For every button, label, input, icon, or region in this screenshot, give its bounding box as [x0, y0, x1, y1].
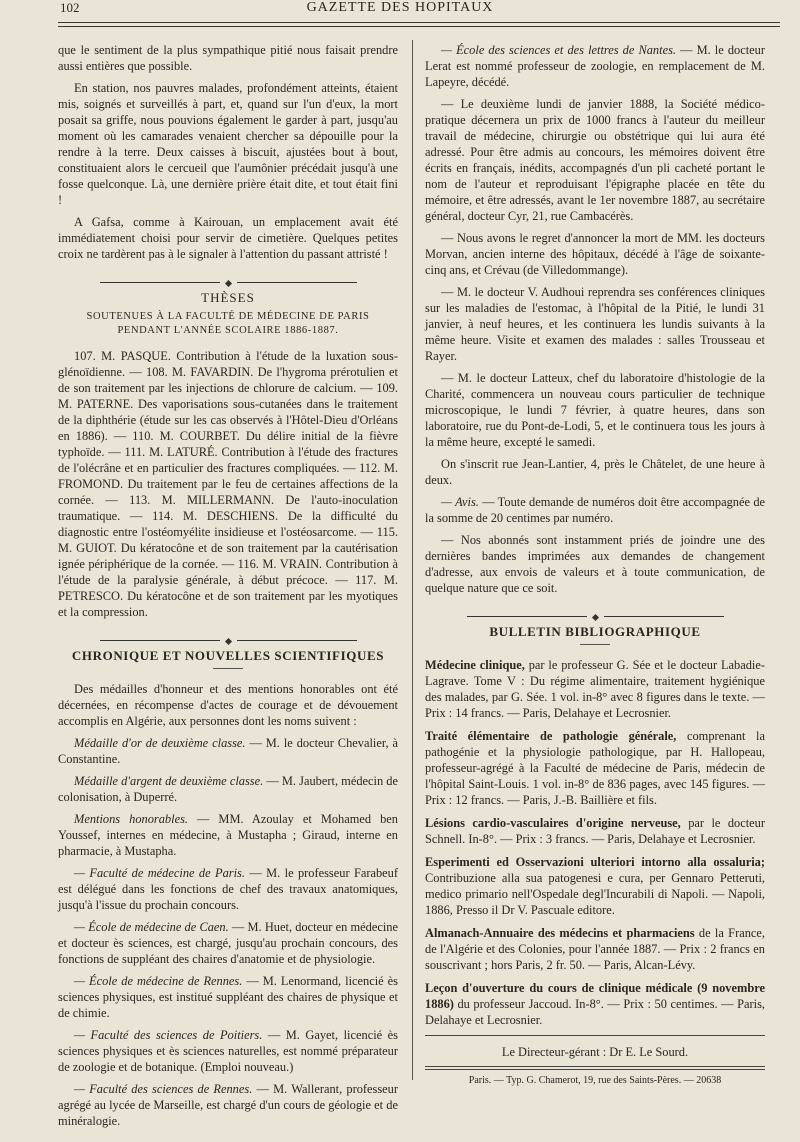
short-rule: [213, 668, 243, 669]
biblio-entry: Médecine clinique, par le professeur G. Sée et le docteur Labadie-Lagrave. Tome V : Du régime alimentaire, traitement hygiénique des malades, par G. Sée. 1 vol. in-8° avec 8 figures dans le texte. — Prix : 14 francs. — Paris, Delahaye et Lecrosnier.: [425, 658, 765, 720]
biblio-title: BULLETIN BIBLIOGRAPHIQUE: [489, 624, 701, 639]
news-paragraph: — M. le docteur Latteux, chef du laboratoire d'histologie de la Charité, commencera un nouveau cours particulier de technique microscopique, le lundi 7 février, à quatre heures, dans son laboratoire, rue du Pont-de-Lodi, 5, et le continuera tous les jours à la même heure, excepté le samedi.: [425, 371, 765, 449]
section-ornament: [58, 274, 398, 282]
news-paragraph: — Le deuxième lundi de janvier 1888, la Société médico-pratique décernera un prix de 1000 francs à l'auteur du meilleur travail de médecine, chirurgie ou obstétrique qui lui aura été adressé. Pour être admis au concours, les mémoires doivent être écrits en français, inédits, accompagnés d'un pli cacheté portant le nom de l'auteur et reproduisant l'épigraphe placée en tête du mémoire, et être adressés, avant le 1er novembre 1887, au secrétaire général, docteur Cyr, 21, rue Cambacérès.: [425, 97, 765, 223]
chronique-paragraph: — Faculté de médecine de Paris. — M. le professeur Farabeuf est délégué dans les fonctions de chef des travaux anatomiques, jusqu'à l'issue du prochain concours.: [58, 866, 399, 912]
biblio-entry: Traité élémentaire de pathologie générale, comprenant la pathogénie et la physiologie pathologique, par H. Hallopeau, professeur-agrégé à la Faculté de médecine de Paris, médecin de l'hôpital Saint-Louis. 1 vol. in-8° de 836 pages, avec 145 figures. — Prix : 12 francs. — Paris, J.-B. Baillière et fils.: [425, 729, 765, 807]
left-column: [58, 42, 398, 1135]
chronique-title: CHRONIQUE ET NOUVELLES SCIENTIFIQUES: [71, 648, 385, 663]
news-paragraph: — Nos abonnés sont instamment priés de joindre une des dernières bandes imprimées aux demandes de changement d'adresse, aux envois de valeurs et à toute communication, de quelque nature que ce soit.: [425, 533, 765, 595]
short-rule: [580, 644, 610, 645]
theses-title: THÈSES: [201, 290, 255, 305]
chronique-paragraph: Des médailles d'honneur et des mentions honorables ont été décernées, en récompense d'actes de courage et de dévouement accomplis en Algérie, aux personnes dont les noms suivent :: [58, 682, 398, 728]
biblio-entry: Leçon d'ouverture du cours de clinique médicale (9 novembre 1886) du professeur Jaccoud. In-8°. — Prix : 50 centimes. — Paris, Delahaye et Lecrosnier.: [425, 981, 765, 1027]
intro-paragraph-1: que le sentiment de la plus sympathique pitié nous faisait prendre aussi entières que possible.: [58, 43, 398, 73]
news-paragraph: — École des sciences et des lettres de Nantes. — M. le docteur Lerat est nommé professeur de zoologie, en remplacement de M. Lapeyre, décédé.: [425, 43, 765, 89]
signature-rule: [425, 1035, 765, 1036]
chronique-paragraph: — Faculté des sciences de Poitiers. — M. Gayet, licencié ès sciences physiques et ès sciences naturelles, est nommé préparateur de zoologie et de botanique. (Emploi nouveau.): [58, 1028, 398, 1074]
biblio-entry: Lésions cardio-vasculaires d'origine nerveuse, par le docteur Schnell. In-8°. — Prix : 3 francs. — Paris, Delahaye et Lecrosnier.: [425, 816, 765, 846]
intro-paragraph-2: En station, nos pauvres malades, profondément atteints, étaient mis, soignés et surveillés à part, et, quand sur l'un d'eux, la mort posait sa griffe, nous pouvions également le garder à part, jusqu'au moment où les camarades venaient chercher sa dépouille pour la rendre à la terre. Deux caisses à biscuit, ajustées bout à bout, constituaient alors le cercueil que l'aumônier précédait jusqu'à une fosse quelconque. Là, une dernière prière était dite, et tout était fini !: [58, 81, 398, 207]
news-paragraph: — M. le docteur V. Audhoui reprendra ses conférences cliniques sur les maladies de l'estomac, à l'hôpital de la Pitié, le lundi 31 janvier, à neuf heures, et les continuera les lundis suivants à la même heure. Visite et examen des malades : salles Trousseau et Rayer.: [425, 285, 765, 363]
section-ornament: [425, 608, 765, 616]
chronique-paragraph: Mentions honorables. — MM. Azoulay et Mohamed ben Youssef, internes en médecine, à Mustapha ; Giraud, interne en pharmacie, à Mustapha.: [58, 812, 398, 858]
intro-paragraph-3: A Gafsa, comme à Kairouan, un emplacement avait été immédiatement choisi pour servir de cimetière. Quelques petites croix ne tardèrent pas à le signaler à l'attention du passant attristé !: [58, 215, 398, 261]
director-signature: Le Directeur-gérant : Dr E. Le Sourd.: [501, 1045, 689, 1059]
header-rule-bottom: [58, 26, 780, 27]
chronique-paragraph: Médaille d'or de deuxième classe. — M. le docteur Chevalier, à Constantine.: [58, 736, 399, 766]
chronique-paragraph: — École de médecine de Caen. — M. Huet, docteur en médecine et docteur ès sciences, est chargé, jusqu'au prochain concours, des fonctions de suppléant des chaires d'anatomie et de physiologie.: [58, 920, 399, 966]
column-divider: [412, 40, 413, 1080]
signature-rule: [425, 1069, 765, 1070]
news-paragraph: On s'inscrit rue Jean-Lantier, 4, près le Châtelet, de une heure à deux.: [425, 457, 765, 487]
header-rule-top: [58, 22, 780, 23]
page-header: [0, 0, 800, 20]
signature-rule: [425, 1066, 765, 1067]
right-column: [425, 42, 765, 1089]
news-paragraph: — Avis. — Toute demande de numéros doit être accompagnée de la somme de 20 centimes par numéro.: [425, 495, 766, 525]
biblio-entry: Almanach-Annuaire des médecins et pharmaciens de la France, de l'Algérie et des Colonies, pour l'année 1887. — Prix : 2 francs en souscrivant ; hors Paris, 2 fr. 50. — Paris, Alcan-Lévy.: [425, 926, 765, 972]
theses-list: 107. M. PASQUE. Contribution à l'étude de la luxation sous-glénoïdienne. — 108. M. FAVARDIN. De l'hygroma prérotulien et de son traitement par les injections de chlorure de calcium. — 109. M. PATERNE. Des vaporisations sous-cutanées dans le traitement de la diphthérie (étude sur les cas observés à l'Hôtel-Dieu d'Orléans en 1886). — 110. M. COURBET. Du délire initial de la fièvre typhoïde. — 111. M. LATURÉ. Contribution à l'étude des fractures de l'olécrâne et en particulier des fractures compliquées. — 112. M. FROMOND. Du traitement par le feu de certaines affections de la cornée. — 113. M. MILLERMANN. De l'auto-inoculation traumatique. — 114. M. DESCHIENS. De la difficulté du diagnostic entre l'ostéomyélite insidieuse et l'ostéosarcome. — 115. M. GUIOT. Du kératocône et de son traitement par la cautérisation ignée périphérique de la cornée. — 116. M. VRAIN. Contribution à l'étude de la paralysie générale, à début précoce. — 117. M. PETRESCO. Du kératocône et de son traitement par les myotiques et la compression.: [58, 349, 398, 619]
chronique-paragraph: — Faculté des sciences de Rennes. — M. Wallerant, professeur agrégé au lycée de Marseille, est chargé d'un cours de géologie et de minéralogie.: [58, 1082, 399, 1128]
journal-title: GAZETTE DES HOPITAUX: [306, 0, 494, 15]
printer-line: Paris. — Typ. G. Chamerot, 19, rue des Saints-Pères. — 20638: [468, 1075, 722, 1086]
chronique-paragraph: — École de médecine de Rennes. — M. Lenormand, licencié ès sciences physiques, est institué suppléant des chaires de physique et de chimie.: [58, 974, 398, 1020]
biblio-entry: Esperimenti ed Osservazioni ulteriori intorno alla ossaluria; Contribuzione alla sua patogenesi e cura, per Gennaro Petteruti, medico primario nell'Ospedale degl'Incurabili di Napoli. — Napoli, 1886, Presso il Dr V. Pascuale editore.: [425, 855, 765, 917]
theses-subtitle-2: PENDANT L'ANNÉE SCOLAIRE 1886-1887.: [117, 325, 339, 336]
chronique-paragraph: Médaille d'argent de deuxième classe. — M. Jaubert, médecin de colonisation, à Duperré.: [58, 774, 398, 804]
page-number: 102: [60, 0, 80, 15]
news-paragraph: — Nous avons le regret d'annoncer la mort de MM. les docteurs Morvan, ancien interne des hôpitaux, décédé à l'âge de soixante-cinq ans, et Crévau (de Villedommange).: [425, 231, 765, 277]
section-ornament: [58, 632, 398, 640]
theses-subtitle-1: SOUTENUES À LA FACULTÉ DE MÉDECINE DE PARIS: [86, 311, 370, 322]
